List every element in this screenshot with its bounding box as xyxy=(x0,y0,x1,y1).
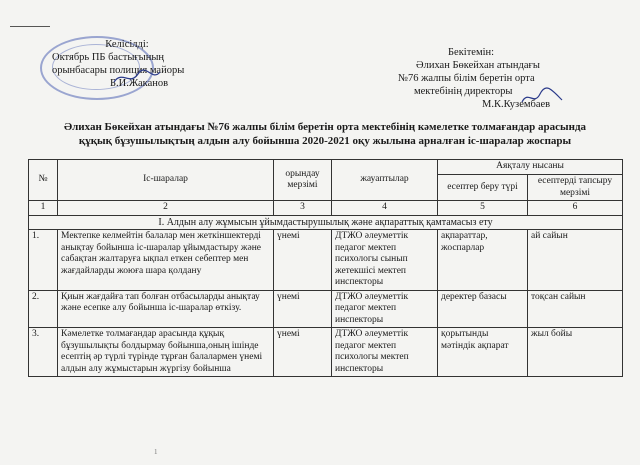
approval-left-heading: Келісілді: xyxy=(105,39,149,50)
row-activity: Мектепке келмейтін балалар мен жеткіншектерді анықтау бойынша іс-шаралар ұйымдастыру және сабақтан жалтаруға ықпал еткен себептер мен жағдайларды жоюға шара қолдану xyxy=(58,230,274,291)
row-report-type: ақпараттар, жоспарлар xyxy=(438,230,528,291)
title-line2: құқық бұзушылықтың алдын алу бойынша 2020-2021 оқу жылына арналған іс-шаралар жоспары xyxy=(78,135,572,147)
col-number: 4 xyxy=(332,201,438,216)
col-number: 6 xyxy=(528,201,623,216)
row-responsible: ДТЖО әлеуметтік педагог мектеп психологы мектеп инспекторы xyxy=(332,328,438,377)
section-row xyxy=(29,215,623,230)
document-title xyxy=(30,120,620,148)
approval-right-line4: М.К.Кузембаев xyxy=(482,99,551,110)
table-row xyxy=(29,290,623,328)
row-report-deadline: тоқсан сайын xyxy=(528,290,623,328)
title-line1: Әлихан Бөкейхан атындағы №76 жалпы білім беретін орта мектебінің кәмелетке толмағандар арасында xyxy=(63,121,587,133)
col-number: 1 xyxy=(29,201,58,216)
approval-right-line1: Әлихан Бөкейхан атындағы xyxy=(416,60,540,71)
row-deadline: үнемі xyxy=(274,328,332,377)
row-report-deadline: жыл бойы xyxy=(528,328,623,377)
row-activity: Кәмелетке толмағандар арасында құқық бұзушылықты болдырмау бойынша,оның ішінде есептің әр түрлі түрінде тұрған балалармен үнемі алдын алу жұмыстарын жүргізу бойынша xyxy=(58,328,274,377)
col-number: 3 xyxy=(274,201,332,216)
table-row xyxy=(29,230,623,291)
row-deadline: үнемі xyxy=(274,290,332,328)
header-activity: Іс-шаралар xyxy=(58,160,274,201)
header-deadline: орындау мерзімі xyxy=(274,160,332,201)
approval-right-line2: №76 жалпы білім беретін орта xyxy=(398,73,535,84)
header-report-deadline: есептерді тапсыру мерзімі xyxy=(528,175,623,201)
approval-left-line1: Октябрь ПБ бастығының xyxy=(52,52,165,63)
row-responsible: ДТЖО әлеуметтік педагог мектеп психологы сынып жетекшісі мектеп инспекторы xyxy=(332,230,438,291)
header-num: № xyxy=(29,160,58,201)
row-num: 2. xyxy=(29,290,58,328)
col-number: 2 xyxy=(58,201,274,216)
col-number: 5 xyxy=(438,201,528,216)
header-final: Аяқталу нысаны xyxy=(438,160,623,175)
header-report-type: есептер беру түрі xyxy=(438,175,528,201)
right-signature-icon xyxy=(520,86,564,108)
row-report-type: деректер базасы xyxy=(438,290,528,328)
approval-left-line3: Б.И.Жаканов xyxy=(110,78,169,89)
row-report-type: қорытынды мәтіндік ақпарат xyxy=(438,328,528,377)
row-activity: Қиын жағдайға тап болған отбасыларды анықтау және есепке алу бойынша іс-шаралар өткізу. xyxy=(58,290,274,328)
header-row xyxy=(29,160,623,175)
left-signature-icon xyxy=(112,68,162,88)
row-responsible: ДТЖО әлеуметтік педагог мектеп инспекторы xyxy=(332,290,438,328)
top-rule xyxy=(10,26,50,27)
table-row xyxy=(29,328,623,377)
approval-left-line2: орынбасары полиция майоры xyxy=(52,65,185,76)
approval-right-line3: мектебінің директоры xyxy=(414,86,513,97)
row-num: 3. xyxy=(29,328,58,377)
column-number-row xyxy=(29,201,623,216)
row-deadline: үнемі xyxy=(274,230,332,291)
header-responsible: жауаптылар xyxy=(332,160,438,201)
row-report-deadline: ай сайын xyxy=(528,230,623,291)
page-mark: 1 xyxy=(154,448,158,456)
approval-right-heading: Бекітемін: xyxy=(448,47,495,58)
activity-plan-table xyxy=(28,159,623,377)
row-num: 1. xyxy=(29,230,58,291)
section-title: I. Алдын алу жұмысын ұйымдастырушылық және ақпараттық қамтамасыз ету xyxy=(29,215,623,230)
